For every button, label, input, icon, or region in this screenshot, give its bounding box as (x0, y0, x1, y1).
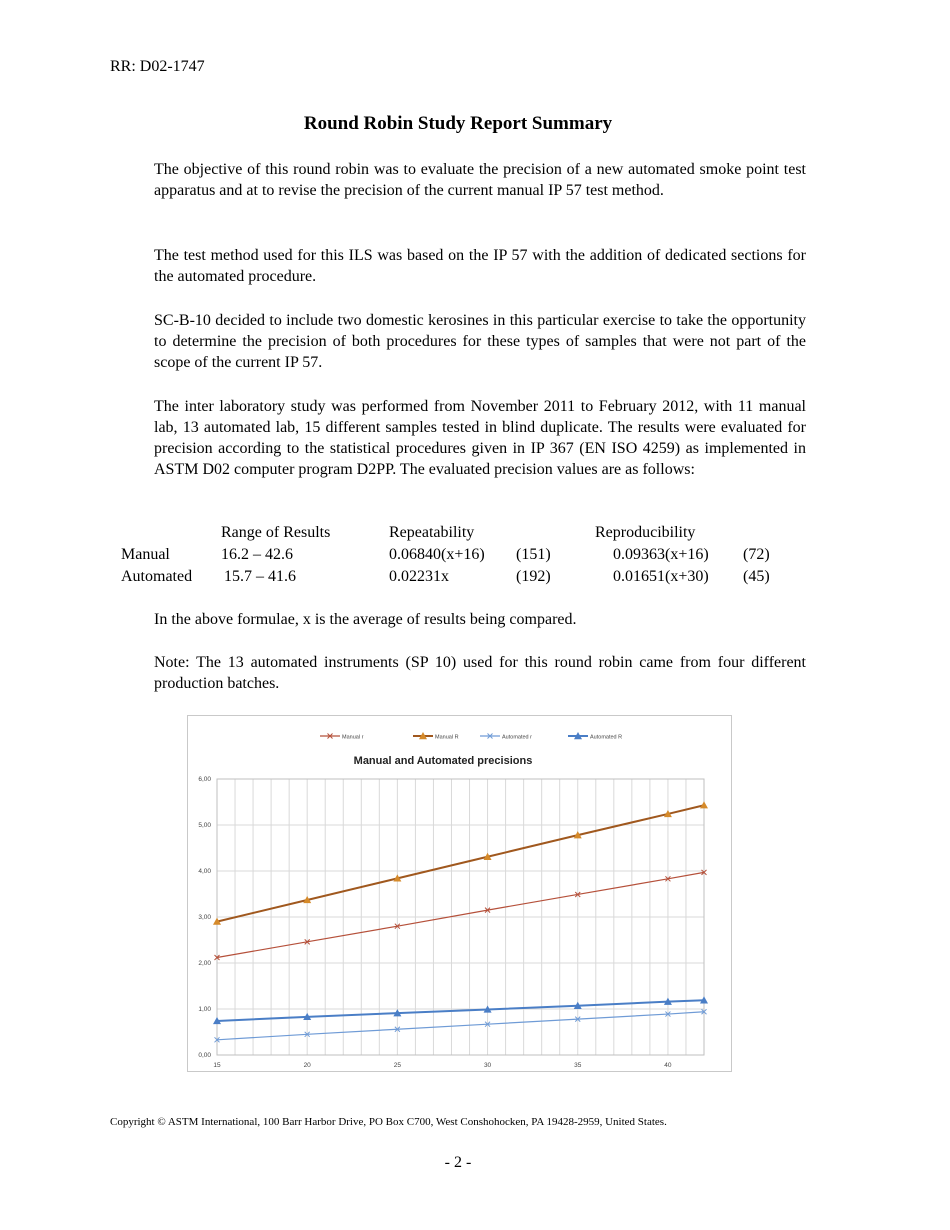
y-tick-label: 0,00 (198, 1052, 211, 1059)
series-line-automated-r (217, 1000, 704, 1021)
table-cell-reproducibility: 0.01651(x+30) (613, 568, 709, 585)
report-id: RR: D02-1747 (110, 58, 205, 75)
y-tick-label: 3,00 (198, 914, 211, 921)
series-line-manual-r (217, 805, 704, 921)
series-line-automated-r (217, 1012, 704, 1040)
precision-chart (188, 716, 731, 1071)
paragraph-objective: The objective of this round robin was to evaluate the precision of a new automated smoke point test apparatus and at to revise the precision of the current manual IP 57 test method. (154, 161, 806, 199)
y-tick-label: 4,00 (198, 868, 211, 875)
table-cell-repeatability-df: (192) (516, 568, 551, 585)
table-header-range: Range of Results (221, 524, 331, 541)
data-point-manual-r (700, 801, 708, 808)
x-tick-label: 15 (213, 1062, 221, 1069)
table-row-label: Automated (121, 568, 193, 585)
table-cell-repeatability-df: (151) (516, 546, 551, 563)
legend-label-manual-r: Manual R (435, 734, 459, 741)
table-cell-reproducibility-df: (72) (743, 546, 770, 563)
page-title: Round Robin Study Report Summary (303, 113, 613, 134)
paragraph-instrument-note: Note: The 13 automated instruments (SP 10) used for this round robin came from four different production batches. (154, 654, 806, 692)
chart-title: Manual and Automated precisions (353, 755, 533, 767)
x-tick-label: 30 (483, 1062, 492, 1069)
paragraph-study-details: The inter laboratory study was performed from November 2011 to February 2012, with 11 manual lab, 13 automated lab, 15 different samples tested in blind duplicate. The results were evaluated for precision according to the statistical procedures given in IP 367 (EN ISO 4259) as implemented in ASTM D02 computer program D2PP. The evaluated precision values are as follows: (154, 398, 806, 478)
chart-y-axis (198, 776, 211, 1059)
table-cell-repeatability: 0.06840(x+16) (389, 546, 485, 563)
page-number: - 2 - (444, 1154, 472, 1171)
x-tick-label: 25 (393, 1062, 401, 1069)
copyright-footer: Copyright © ASTM International, 100 Barr Harbor Drive, PO Box C700, West Conshohocken, PA 19428-2959, United States. (110, 1116, 667, 1128)
y-tick-label: 1,00 (198, 1006, 211, 1013)
chart-grid (217, 779, 704, 1055)
chart-x-axis (213, 1062, 672, 1069)
table-header-repeatability: Repeatability (389, 524, 475, 541)
table-cell-range: 16.2 – 42.6 (221, 546, 293, 563)
x-tick-label: 35 (574, 1062, 582, 1069)
precision-chart-frame (187, 715, 732, 1072)
table-cell-reproducibility: 0.09363(x+16) (613, 546, 709, 563)
series-line-manual-r (217, 872, 704, 957)
table-cell-range: 15.7 – 41.6 (224, 568, 296, 585)
chart-legend (320, 732, 622, 741)
legend-label-automated-r: Automated r (502, 734, 532, 741)
paragraph-formula-note: In the above formulae, x is the average of results being compared. (154, 611, 577, 628)
table-header-reproducibility: Reproducibility (595, 524, 696, 541)
table-cell-repeatability: 0.02231x (389, 568, 449, 585)
paragraph-test-method: The test method used for this ILS was based on the IP 57 with the addition of dedicated sections for the automated procedure. (154, 247, 806, 285)
precision-table (0, 522, 950, 588)
legend-label-automated-r: Automated R (590, 734, 623, 741)
y-tick-label: 6,00 (198, 776, 211, 783)
x-tick-label: 40 (664, 1062, 672, 1069)
x-tick-label: 20 (303, 1062, 311, 1069)
table-cell-reproducibility-df: (45) (743, 568, 770, 585)
paragraph-kerosines: SC-B-10 decided to include two domestic kerosines in this particular exercise to take the opportunity to determine the precision of both procedures for these types of samples that were not part of the scope of the current IP 57. (154, 312, 806, 371)
chart-series (213, 801, 708, 1042)
legend-label-manual-r: Manual r (342, 734, 364, 741)
y-tick-label: 5,00 (198, 822, 211, 829)
table-row-label: Manual (121, 546, 170, 563)
y-tick-label: 2,00 (198, 960, 211, 967)
